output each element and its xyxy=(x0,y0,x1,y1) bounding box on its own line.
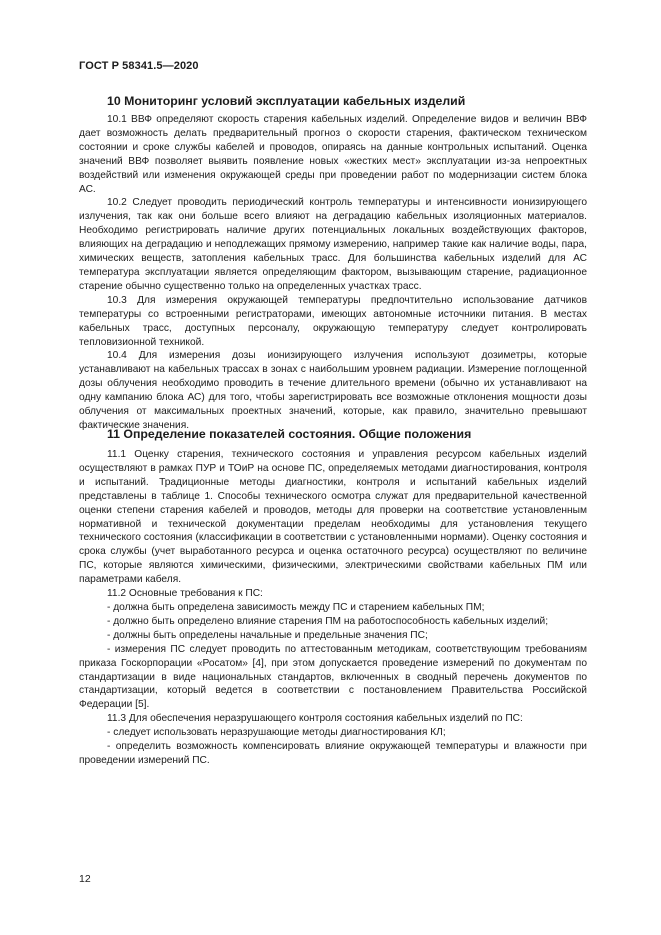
section-10-body xyxy=(79,113,587,433)
paragraph-11-2-intro: 11.2 Основные требования к ПС: xyxy=(107,588,263,600)
paragraph-10-1: 10.1 ВВФ определяют скорость старения кабельных изделий. Определение видов и величин ВВФ дает возможность делать предварительный прогноз о скорости старения, фактическом техническом состоянии и сроке службы кабелей и проводов, опираясь на данные контрольных испытаний. Оценка значений ВВФ позволяет выявить появление новых «жестких мест» эксплуатации из-за непроектных воздействий или изменения окружающей среды при проведении работ по модернизации систем блока АС. xyxy=(79,114,587,195)
list-item: - должна быть определена зависимость между ПС и старением кабельных ПМ; xyxy=(107,601,485,613)
section-10-title: 10 Мониторинг условий эксплуатации кабельных изделий xyxy=(107,94,466,108)
page-number: 12 xyxy=(79,873,91,885)
document-header: ГОСТ Р 58341.5—2020 xyxy=(79,60,199,72)
paragraph-11-3-intro: 11.3 Для обеспечения неразрушающего контроля состояния кабельных изделий по ПС: xyxy=(107,713,523,725)
list-item: - определить возможность компенсировать влияние окружающей температуры и влажности при проведении измерений ПС. xyxy=(79,741,587,766)
paragraph-10-2: 10.2 Следует проводить периодический контроль температуры и интенсивности ионизирующего излучения, так как они больше всего влияют на деградацию кабельных изоляционных материалов. Необходимо регистрировать наличие других потенциальных локальных воздействующих факторов, влияющих на деградацию и неподлежащих прямому измерению, например такие как наличие воды, пара, химических веществ, затопления кабельных трасс. Для большинства кабельных изделий для АС температура эксплуатации является определяющим фактором, вызывающим старение, радиационное старение обычно существенно только на определенных участках трасс. xyxy=(79,197,587,292)
list-item: - измерения ПС следует проводить по аттестованным методикам, соответствующим требованиям приказа Госкорпорации «Росатом» [4], при этом допускается проведение измерений по документам по стандартизации в виде национальных стандартов, включенных в сводный перечень документов по стандартизации, который ведется в соответствии с постановлением Правительства Российской Федерации [5]. xyxy=(79,643,587,711)
list-item: - должны быть определены начальные и предельные значения ПС; xyxy=(107,629,428,641)
section-11-title: 11 Определение показателей состояния. Общие положения xyxy=(107,427,472,441)
paragraph-10-3: 10.3 Для измерения окружающей температуры предпочтительно использование датчиков температуры со встроенными регистраторами, имеющих автономные источники питания. В местах кабельных трасс, доступных персоналу, окружающую температуру следует контролировать тепловизионной техникой. xyxy=(79,294,587,348)
list-item: - должно быть определено влияние старения ПМ на работоспособность кабельных изделий; xyxy=(107,615,549,627)
paragraph-11-1: 11.1 Оценку старения, технического состояния и управления ресурсом кабельных изделий осуществляют в рамках ПУР и ТОиР на основе ПС, определяемых методами диагностирования, контроля и испытаний. Традиционные методы диагностики, контроля и испытаний кабельных изделий представлены в таблице 1. Способы технического осмотра служат для предварительной качественной оценки степени старения кабелей и проводов, методы для проверки на соответствие установленным нормативной и технической документации пределам необходимы для установления текущего технического состояния (классификации в соответствии с установленными нормами). Оценку состояния и срока службы (учет выработанного ресурса и оценка остаточного ресурса) осуществляют по величине ПС, которые являются химическими, физическими, электрическими свойствами кабельных ПМ или параметрами кабеля. xyxy=(79,449,587,586)
list-item: - следует использовать неразрушающие методы диагностирования КЛ; xyxy=(107,727,446,739)
paragraph-10-4: 10.4 Для измерения дозы ионизирующего излучения используют дозиметры, которые устанавливают на кабельных трассах в зонах с наибольшим уровнем радиации. Измерение поглощенной дозы облучения необходимо проводить в течение длительного времени (обычно их устанавливают на одну кампанию блока АС) для того, чтобы зарегистрировать все возможные отклонения мощности дозы облучения от максимальных проектных значений, которые, как правило, значительно превышают фактические значения. xyxy=(79,350,587,431)
section-11-body xyxy=(79,448,587,768)
